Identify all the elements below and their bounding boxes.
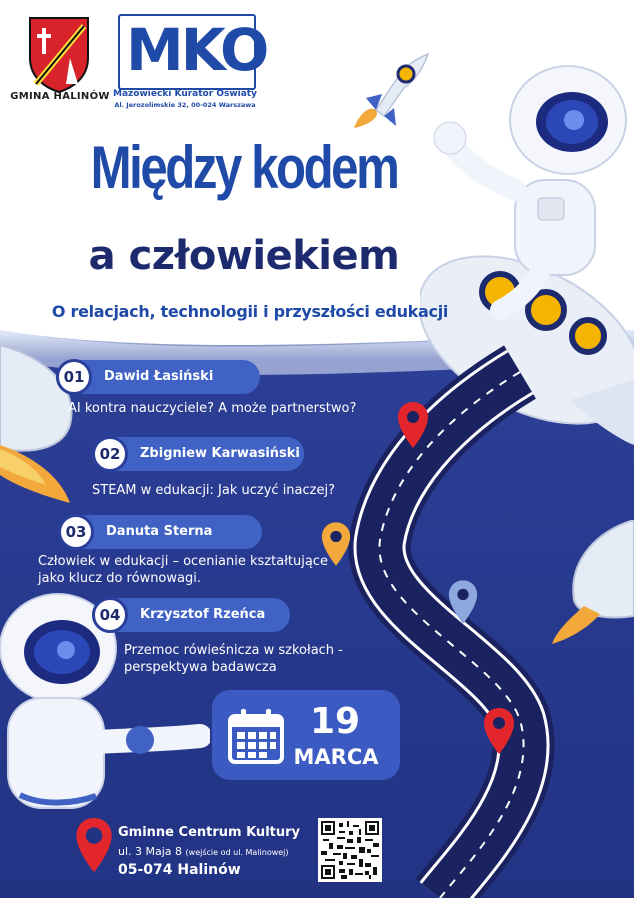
- speaker-number: 02: [92, 436, 128, 472]
- map-pin-icon: [482, 706, 516, 756]
- subtitle: O relacjach, technologii i przyszłości edukacji: [51, 302, 449, 321]
- mko-logo-letters: MKO: [126, 16, 267, 84]
- main-title-line2: a człowiekiem: [88, 233, 400, 279]
- venue-name: Gminne Centrum Kultury: [118, 825, 300, 840]
- talk-title: Człowiek w edukacji – ocenianie kształtujące jako klucz do równowagi.: [38, 554, 328, 586]
- speaker-name-pill: Zbigniew Karwasiński: [92, 437, 304, 471]
- calendar-icon: [226, 706, 286, 766]
- map-pin-icon: [74, 815, 114, 875]
- mko-name: Mazowiecki Kurator Oświaty: [113, 89, 257, 99]
- speaker-name-pill: Krzysztof Rzeńca: [92, 598, 290, 632]
- talk-title: Przemoc rówieśnicza w szkołach - perspektywa badawcza: [124, 643, 343, 675]
- event-day: 19: [309, 701, 361, 742]
- speaker-name-pill: Dawid Łasiński: [56, 360, 260, 394]
- event-month: MARCA: [293, 745, 379, 769]
- speaker-number: 03: [58, 514, 94, 550]
- talk-title: STEAM w edukacji: Jak uczyć inaczej?: [92, 483, 335, 498]
- speaker-number: 01: [56, 359, 92, 395]
- map-pin-icon: [447, 578, 479, 626]
- qr-code-icon[interactable]: [318, 818, 382, 882]
- talk-title: AI kontra nauczyciele? A może partnerstwo?: [68, 401, 357, 416]
- main-title-line1: Między kodem: [90, 134, 398, 201]
- speaker-number: 04: [92, 597, 128, 633]
- gmina-label: GMINA HALINÓW: [10, 91, 110, 102]
- mko-address: Al. Jerozolimskie 32, 00-024 Warszawa: [114, 101, 256, 109]
- speaker-name-pill: Danuta Sterna: [58, 515, 262, 549]
- map-pin-icon: [396, 400, 430, 450]
- venue-city: 05-074 Halinów: [118, 862, 241, 878]
- venue-street: ul. 3 Maja 8 (wejście od ul. Malinowej): [118, 845, 289, 858]
